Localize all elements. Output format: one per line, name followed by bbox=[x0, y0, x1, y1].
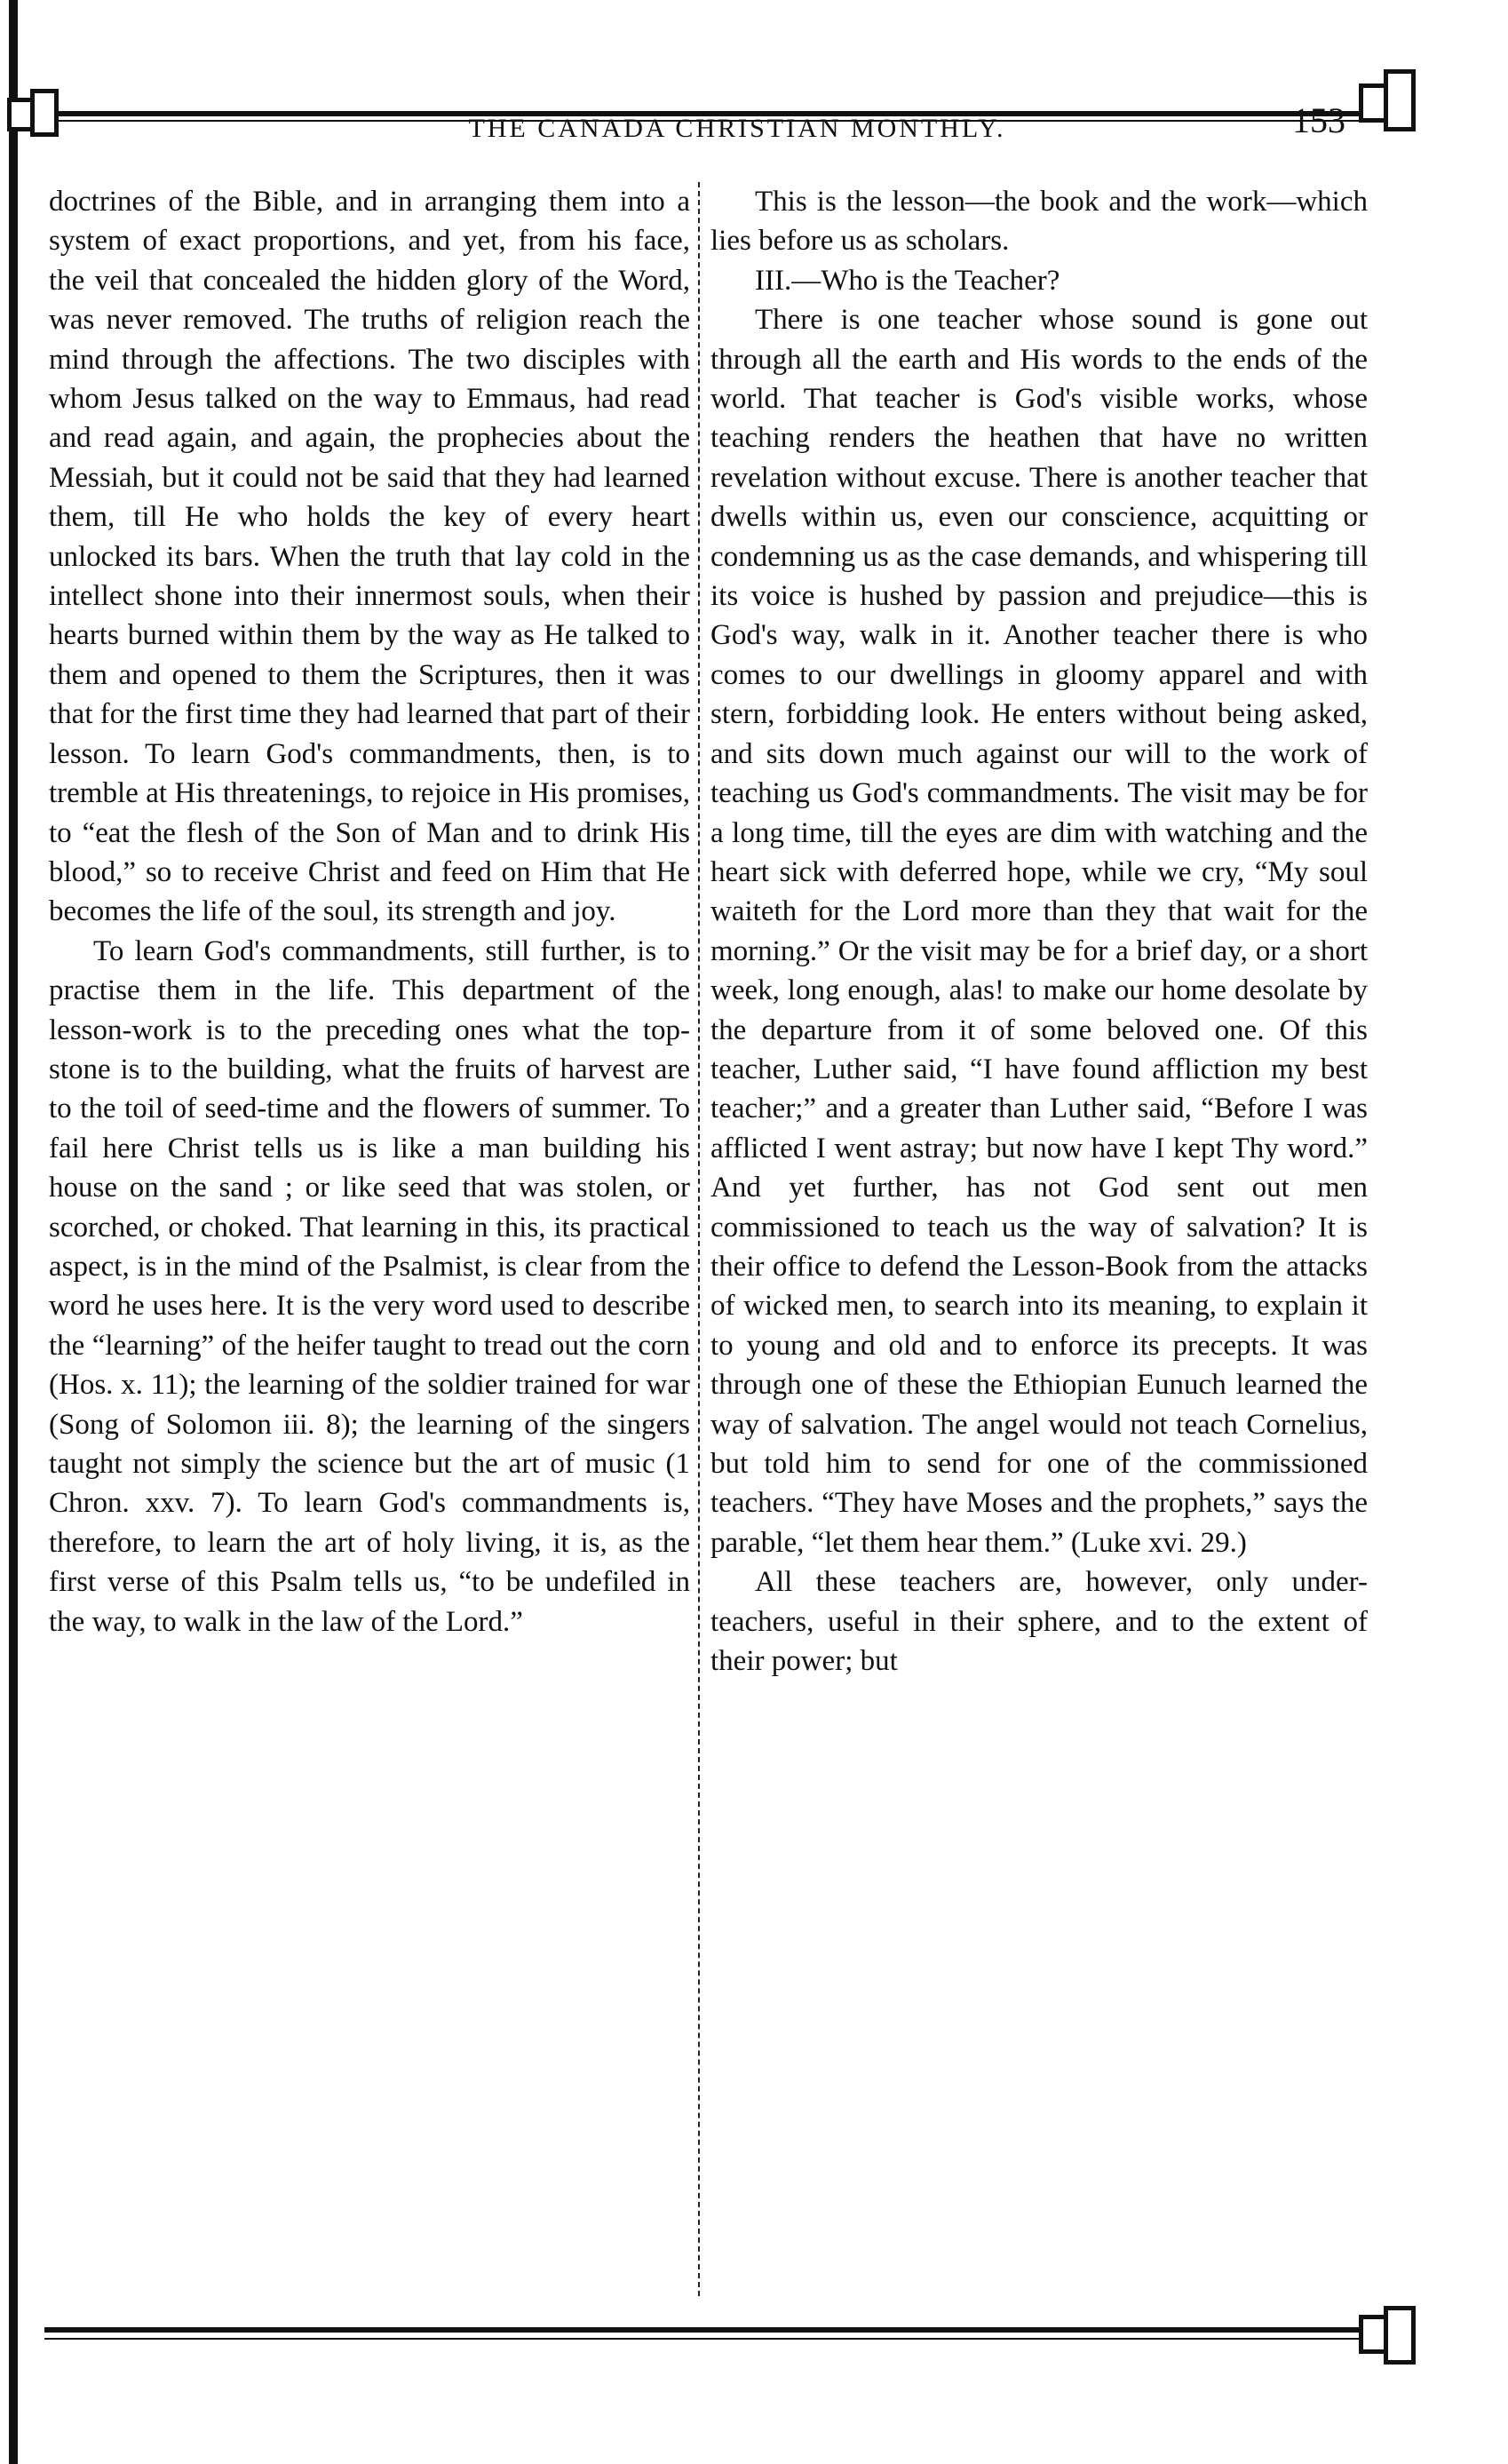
right-paragraph-2: There is one teacher whose sound is gone out through all the earth and His words to the ends of the world. That teacher is God's visible works, whose teaching renders the heathen that have no written revelation without excuse. There is another teacher that dwells within us, even our conscience, acquitting or condemning us as the case demands, and whispering till its voice is hushed by passion and prejudice—this is God's way, walk in it. Another teacher there is who comes to our dwellings in gloomy apparel and with stern, forbidding look. He enters without being asked, and sits down much against our will to the work of teaching us God's commandments. The visit may be for a long time, till the eyes are dim with watching and the heart sick with deferred hope, while we cry, “My soul waiteth for the Lord more than they that wait for the morning.” Or the visit may be for a brief day, or a short week, long enough, alas! to make our home desolate by the departure from it of some beloved one. Of this teacher, Luther said, “I have found affliction my best teacher;” and a greater than Luther said, “Before I was afflicted I went astray; but now have I kept Thy word.” And yet further, has not God sent out men commissioned to teach us the way of salvation? It is their office to defend the Lesson-Book from the attacks of wicked men, to search into its meaning, to explain it to young and old and to enforce its precepts. It was through one of these the Ethiopian Eunuch learned the way of salvation. The angel would not teach Cornelius, but told him to send for one of the commissioned teachers. “They have Moses and the prophets,” says the parable, “let them hear them.” (Luke xvi. 29.) bbox=[710, 304, 1368, 1559]
running-head: THE CANADA CHRISTIAN MONTHLY. bbox=[468, 114, 1006, 143]
bottom-border-rule-thin bbox=[44, 2338, 1412, 2340]
left-column bbox=[49, 182, 690, 2296]
corner-ornament-top-left bbox=[7, 89, 71, 142]
left-border-bar bbox=[9, 0, 18, 2464]
page-number: 153 bbox=[1292, 100, 1345, 140]
right-paragraph-1: This is the lesson—the book and the work—which lies before us as scholars. bbox=[710, 186, 1368, 258]
section-heading: III.—Who is the Teacher? bbox=[755, 264, 1060, 297]
left-paragraph-1: doctrines of the Bible, and in arranging them into a system of exact proportions, and yet, from his face, the veil that concealed the hidden glory of the Word, was never removed. The truths of religion reach the mind through the affections. The two disciples with whom Jesus talked on the way to Emmaus, had read and read again, and again, the prophecies about the Messiah, but it could not be said that they had learned them, till He who holds the key of every heart unlocked its bars. When the truth that lay cold in the intellect shone into their innermost souls, when their hearts burned within them by the way as He talked to them and opened to them the Scriptures, then it was that for the first time they had learned that part of their lesson. To learn God's commandments, then, is to tremble at His threatenings, to rejoice in His promises, to “eat the flesh of the Son of Man and to drink His blood,” so to receive Christ and feed on Him that He becomes the life of the soul, its strength and joy. bbox=[49, 186, 690, 928]
right-paragraph-3: All these teachers are, however, only under-teachers, useful in their sphere, and to the extent of their power; but bbox=[710, 1566, 1368, 1678]
left-paragraph-2: To learn God's commandments, still further, is to practise them in the life. This department of the lesson-work is to the preceding ones what the top-stone is to the building, what the fruits of harvest are to the toil of seed-time and the flowers of summer. To fail here Christ tells us is like a man building his house on the sand ; or like seed that was stolen, or scorched, or choked. That learning in this, its practical aspect, is in the mind of the Psalmist, is clear from the word he uses here. It is the very word used to describe the “learning” of the heifer taught to tread out the corn (Hos. x. 11); the learning of the soldier trained for war (Song of Solomon iii. 8); the learning of the singers taught not simply the science but the art of music (1 Chron. xxv. 7). To learn God's commandments is, therefore, to learn the art of holy living, it is, as the first verse of this Psalm tells us, “to be undefiled in the way, to walk in the law of the Lord.” bbox=[49, 934, 690, 1638]
bottom-border-rule bbox=[44, 2327, 1412, 2333]
corner-ornament-top-right bbox=[1359, 69, 1423, 123]
right-column bbox=[710, 182, 1368, 2296]
column-divider bbox=[698, 182, 700, 2296]
corner-ornament-bottom-right bbox=[1359, 2306, 1423, 2359]
